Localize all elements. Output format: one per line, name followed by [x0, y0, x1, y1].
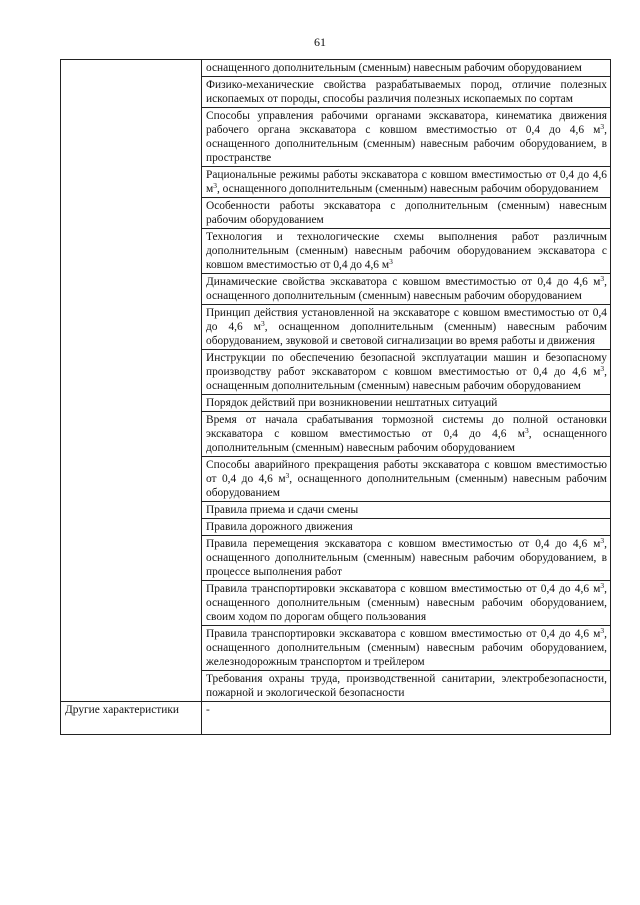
- knowledge-item: Правила перемещения экскаватора с ковшом вместимостью от 0,4 до 4,6 $м^3$, оснащенного дополнительным (сменным) навесным рабочим оборудованием, в процессе выполнения работ: [202, 536, 611, 581]
- other-characteristics-label: Другие характеристики: [61, 702, 202, 735]
- knowledge-item: Время от начала срабатывания тормозной системы до полной остановки экскаватора с ковшом вместимостью от 0,4 до 4,6 $м^3$, оснащенного дополнительным (сменным) навесным рабочим оборудованием: [202, 412, 611, 457]
- page-number: 61: [314, 35, 326, 49]
- requirements-table: [60, 59, 611, 735]
- knowledge-item: Способы управления рабочими органами экскаватора, кинематика движения рабочего органа экскаватора с ковшом вместимостью от 0,4 до 4,6 $м^3$, оснащенного дополнительным (сменным) навесным рабочим оборудованием, в пространстве: [202, 108, 611, 167]
- knowledge-item: Правила транспортировки экскаватора с ковшом вместимостью от 0,4 до 4,6 $м^3$, оснащенного дополнительным (сменным) навесным рабочим оборудованием, железнодорожным транспортом и трейлером: [202, 626, 611, 671]
- knowledge-item: Инструкции по обеспечению безопасной эксплуатации машин и безопасному производству работ экскаватором с ковшом вместимостью от 0,4 до 4,6 $м^3$, оснащенным дополнительным (сменным) навесным рабочим оборудованием: [202, 350, 611, 395]
- other-characteristics-value: -: [202, 702, 611, 735]
- knowledge-item: Технология и технологические схемы выполнения работ различным дополнительным (сменным) навесным рабочим оборудованием экскаватора с ковшом вместимостью от 0,4 до 4,6 $м^3$: [202, 229, 611, 274]
- requirements-table-body: [61, 60, 611, 735]
- knowledge-item: Требования охраны труда, производственной санитарии, электробезопасности, пожарной и экологической безопасности: [202, 671, 611, 702]
- knowledge-item: Правила приема и сдачи смены: [202, 502, 611, 519]
- knowledge-item: Правила дорожного движения: [202, 519, 611, 536]
- other-characteristics-row: [61, 702, 611, 735]
- knowledge-item: Рациональные режимы работы экскаватора с ковшом вместимостью от 0,4 до 4,6 $м^3$, оснащенного дополнительным (сменным) навесным рабочим оборудованием: [202, 167, 611, 198]
- knowledge-item: Порядок действий при возникновении нештатных ситуаций: [202, 395, 611, 412]
- knowledge-item: Правила транспортировки экскаватора с ковшом вместимостью от 0,4 до 4,6 $м^3$, оснащенного дополнительным (сменным) навесным рабочим оборудованием, своим ходом по дорогам общего пользования: [202, 581, 611, 626]
- knowledge-item: оснащенного дополнительным (сменным) навесным рабочим оборудованием: [202, 60, 611, 77]
- knowledge-item: Принцип действия установленной на экскаваторе с ковшом вместимостью от 0,4 до 4,6 $м^3$, оснащенном дополнительным (сменным) навесным рабочим оборудованием, звуковой и световой сигнализации во время работы и движения: [202, 305, 611, 350]
- knowledge-item: Физико-механические свойства разрабатываемых пород, отличие полезных ископаемых от породы, способы различия полезных ископаемых по сортам: [202, 77, 611, 108]
- knowledge-row: [61, 60, 611, 77]
- knowledge-item: Особенности работы экскаватора с дополнительным (сменным) навесным рабочим оборудованием: [202, 198, 611, 229]
- knowledge-item: Динамические свойства экскаватора с ковшом вместимостью от 0,4 до 4,6 $м^3$, оснащенного дополнительным (сменным) навесным рабочим оборудованием: [202, 274, 611, 305]
- knowledge-item: Способы аварийного прекращения работы экскаватора с ковшом вместимостью от 0,4 до 4,6 $м^3$, оснащенного дополнительным (сменным) навесным рабочим оборудованием: [202, 457, 611, 502]
- empty-label-cell: [61, 60, 202, 702]
